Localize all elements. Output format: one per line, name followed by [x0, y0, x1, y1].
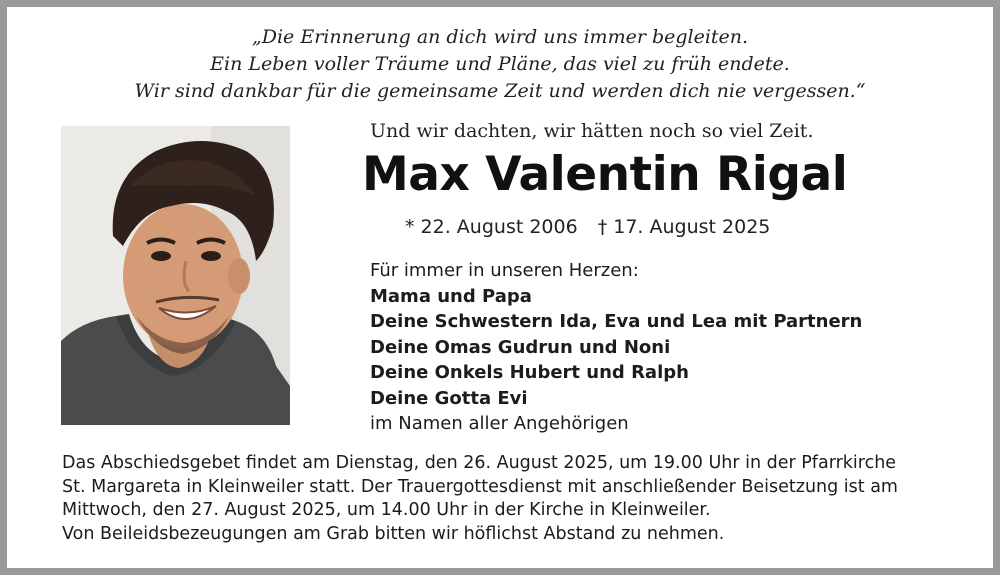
notice-line-2: St. Margareta in Kleinweiler statt. Der Trauergottesdienst mit anschließender Beisetzung ist am — [62, 476, 898, 497]
deceased-name: Max Valentin Rigal — [362, 147, 848, 202]
mourner-item: Deine Gotta Evi — [370, 387, 528, 409]
mourner-item: Deine Omas Gudrun und Noni — [370, 336, 671, 358]
quote-line-1: „Die Erinnerung an dich wird uns immer begleiten. — [251, 26, 749, 48]
quote-block — [0, 24, 1000, 105]
mourner-item: Deine Schwestern Ida, Eva und Lea mit Partnern — [370, 311, 863, 332]
notice-line-3: Mittwoch, den 27. August 2025, um 14.00 Uhr in der Kirche in Kleinweiler. — [62, 500, 711, 520]
mourner-item: Mama und Papa — [370, 285, 532, 307]
mourner-item: Deine Onkels Hubert und Ralph — [370, 362, 689, 383]
life-dates — [405, 216, 770, 238]
portrait-photo — [61, 126, 290, 425]
mourners-heading: Für immer in unseren Herzen: — [370, 260, 639, 281]
death-date: † 17. August 2025 — [597, 216, 771, 238]
portrait-illustration — [61, 126, 290, 425]
service-notice — [62, 452, 952, 546]
quote-line-2: Ein Leben voller Träume und Pläne, das viel zu früh endete. — [210, 53, 790, 75]
birth-date: * 22. August 2006 — [405, 216, 578, 238]
intro-line: Und wir dachten, wir hätten noch so viel Zeit. — [370, 120, 814, 142]
mourners-footer: im Namen aller Angehörigen — [370, 413, 629, 434]
notice-line-1: Das Abschiedsgebet findet am Dienstag, den 26. August 2025, um 19.00 Uhr in der Pfarrkirche — [62, 453, 897, 473]
notice-line-4: Von Beileidsbezeugungen am Grab bitten wir höflichst Abstand zu nehmen. — [62, 523, 725, 544]
quote-line-3: Wir sind dankbar für die gemeinsame Zeit und werden dich nie vergessen.“ — [134, 80, 866, 102]
mourners-list — [370, 258, 862, 437]
